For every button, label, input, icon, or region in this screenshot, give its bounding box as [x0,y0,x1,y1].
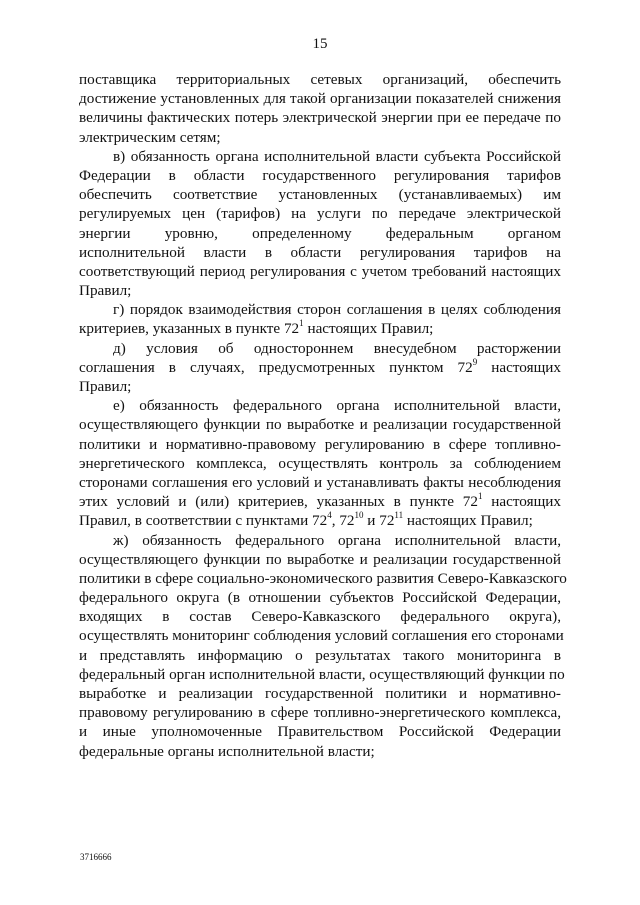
text-fragment: электрическим сетям; [79,128,221,146]
text-line [79,358,561,377]
text-fragment: осуществляющего функции по выработке и реализации государственной [79,416,561,434]
text-fragment: достижение установленных для такой организации показателей снижения [79,90,561,108]
text-fragment: настоящих Правил; [403,512,533,530]
text-fragment: осуществлять мониторинг соблюдения условий соглашения его сторонами [79,627,564,645]
text-fragment: обеспечить соответствие установленных (устанавливаемых) им [79,186,561,204]
text-line [79,454,561,473]
text-fragment: осуществляющего функции по выработке и реализации государственной [79,550,561,568]
text-line [79,339,561,358]
superscript-index: 11 [394,510,404,521]
text-line [79,396,561,415]
text-fragment: настоящих [482,493,561,511]
text-fragment: этих условий и (или) критериев, указанных в пункте 72 [79,493,478,511]
text-line [79,377,561,396]
text-line [79,588,561,607]
text-fragment: исполнительной власти в области регулирования тарифов на [79,243,561,261]
text-fragment: энергии уровню, определенному федеральным органом [79,224,561,242]
text-fragment: федерального округа (в отношении субъектов Российской Федерации, [79,589,561,607]
text-line [79,531,561,550]
text-line [79,550,561,569]
text-line [79,722,561,741]
text-fragment: д) условия об одностороннем внесудебном расторжении [113,339,561,357]
text-line [79,89,561,108]
text-line [79,665,565,684]
text-fragment: Федерации в области государственного регулирования тарифов [79,166,561,184]
superscript-index: 1 [299,318,304,329]
text-fragment: в) обязанность органа исполнительной власти субъекта Российской [113,147,561,165]
text-fragment: Правил; [79,378,132,395]
text-fragment: соответствующий период регулирования с учетом требований настоящих [79,262,561,280]
page-number: 15 [312,36,328,52]
text-fragment: входящих в состав Северо-Кавказского федерального округа), [79,608,561,626]
text-fragment: правовому регулированию в сфере топливно-энергетического комплекса, [79,704,561,722]
text-line [79,224,561,243]
text-line [79,147,561,166]
text-line [79,646,561,665]
text-line [79,108,561,127]
text-line [79,204,561,223]
text-line [79,243,561,262]
text-line [79,684,561,703]
text-fragment: выработке и реализации государственной политики и нормативно- [79,685,561,702]
text-fragment: регулируемых цен (тарифов) на услуги по передаче электрической [79,205,561,223]
text-fragment: , 72 [331,512,355,530]
text-line [79,607,561,626]
text-fragment: ж) обязанность федерального органа исполнительной власти, [113,531,561,549]
text-line [79,70,561,89]
text-fragment: настоящих [477,358,561,376]
document-code: 3716666 [80,852,112,862]
text-line [79,569,567,588]
superscript-index: 4 [327,510,332,521]
text-line [79,742,561,761]
text-line [79,492,561,511]
text-line [79,319,561,338]
text-fragment: и представлять информацию о результатах такого мониторинга в [79,646,561,664]
text-fragment: федеральный орган исполнительной власти, осуществляющий функции по [79,665,565,683]
text-fragment: е) обязанность федерального органа исполнительной власти, [113,397,561,415]
text-fragment: настоящих Правил; [303,320,434,338]
text-line [79,281,561,300]
text-line [79,415,561,434]
text-fragment: федеральные органы исполнительной власти; [79,742,375,760]
text-fragment: соглашения в случаях, предусмотренных пунктом 72 [79,358,473,376]
text-fragment: энергетического комплекса, осуществлять контроль за соблюдением [79,454,561,472]
text-fragment: Правил, в соответствии с пунктами 72 [79,512,328,530]
superscript-index: 9 [472,356,478,367]
text-line [79,262,561,281]
superscript-index: 1 [477,491,483,502]
text-line [79,300,561,319]
text-line [79,473,561,492]
text-line [79,626,564,645]
text-fragment: Правил; [79,282,132,300]
text-fragment: политики и нормативно-правовому регулированию в сфере топливно- [79,435,561,453]
text-fragment: критериев, указанных в пункте 72 [79,320,300,338]
superscript-index: 10 [354,510,364,521]
text-fragment: политики в сфере социально-экономического развития Северо-Кавказского [79,569,567,587]
text-fragment: поставщика территориальных сетевых организаций, обеспечить [79,71,561,88]
text-line [79,435,561,454]
text-fragment: и иные уполномоченные Правительством Российской Федерации [79,723,561,741]
text-fragment: и 72 [363,512,395,530]
text-fragment: величины фактических потерь электрической энергии при ее передаче по [79,109,561,127]
text-line [79,185,561,204]
text-line [79,703,561,722]
text-fragment: сторонами соглашения его условий и устанавливать факты несоблюдения [79,473,561,491]
text-line [79,128,561,147]
document-body [79,70,567,761]
text-fragment: г) порядок взаимодействия сторон соглашения в целях соблюдения [113,301,561,319]
text-line [79,511,561,530]
text-line [79,166,561,185]
